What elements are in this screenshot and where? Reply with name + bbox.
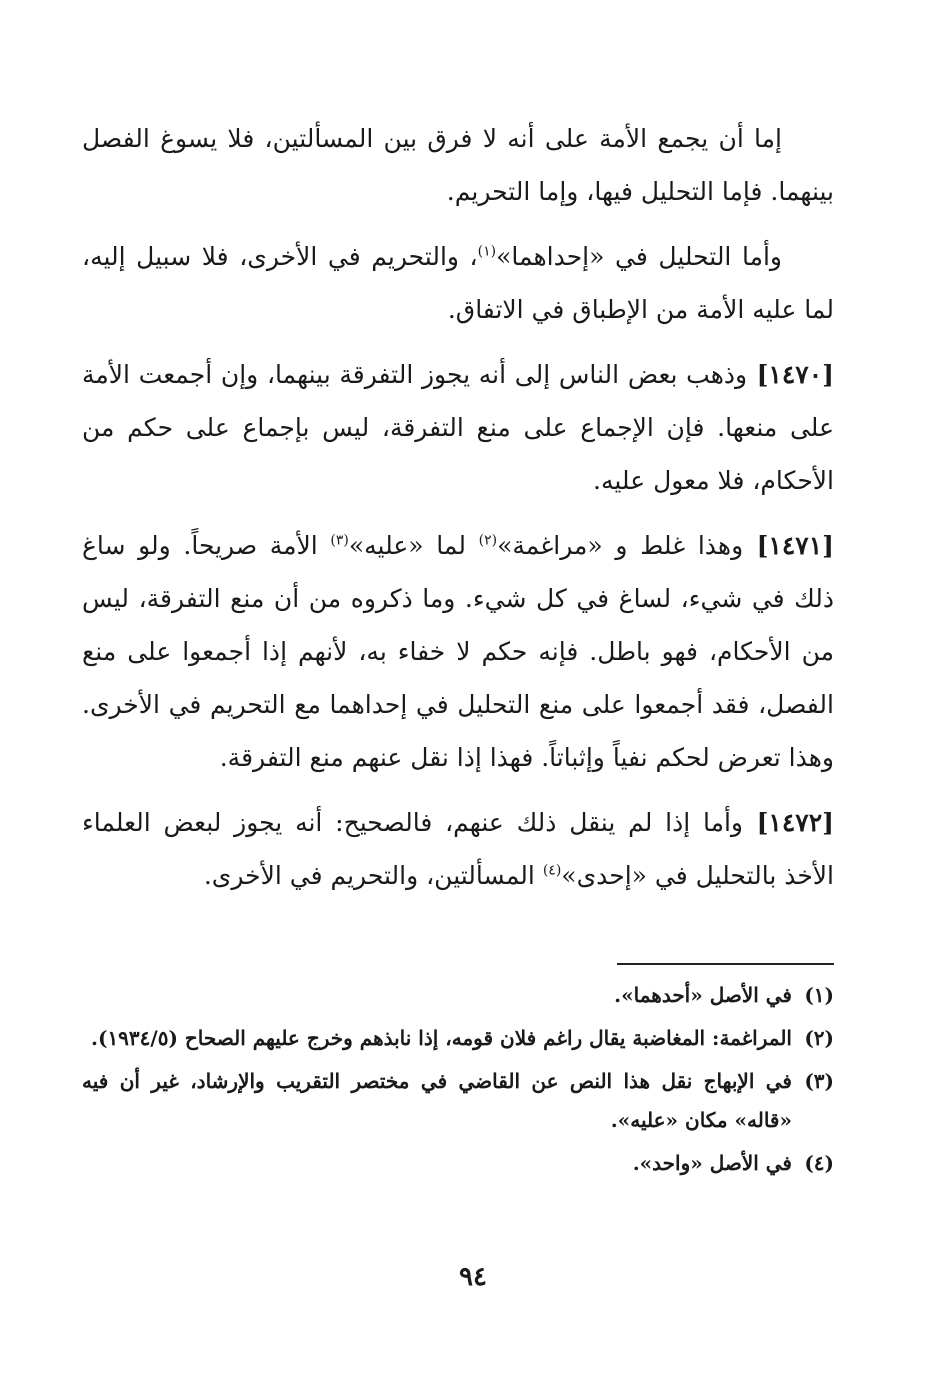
paragraph xyxy=(82,348,834,507)
footnote xyxy=(82,1062,834,1140)
footnote-text: المراغمة: المغاضبة يقال راغم فلان قومه، إذا نابذهم وخرج عليهم الصحاح (١٩٣٤/٥). xyxy=(91,1026,792,1050)
paragraph-text: وأما التحليل في «إحداهما» xyxy=(496,242,782,271)
paragraph-text: وذهب بعض الناس إلى أنه يجوز التفرقة بينهما، وإن أجمعت الأمة على منعها. فإن الإجماع على منع التفرقة، ليس بإجماع على حكم من الأحكام، فلا معول عليه. xyxy=(82,360,834,495)
footnote xyxy=(82,1019,834,1058)
footnote-marker: (١) xyxy=(804,983,834,1007)
footnote-text: في الإبهاج نقل هذا النص عن القاضي في مختصر التقريب والإرشاد، غير أن فيه «قاله» مكان «عليه». xyxy=(82,1069,792,1132)
footnote-reference[interactable]: (٤) xyxy=(542,862,562,879)
paragraph-text: إما أن يجمع الأمة على أنه لا فرق بين المسألتين، فلا يسوغ الفصل بينهما. فإما التحليل فيها، وإما التحريم. xyxy=(82,124,834,206)
paragraph-text: المسألتين، والتحريم في الأخرى. xyxy=(203,861,543,890)
paragraph-number: [١٤٧٠] xyxy=(756,360,834,389)
paragraph-text: وأما إذا لم ينقل ذلك عنهم، فالصحيح: أنه يجوز لبعض العلماء الأخذ بالتحليل في «إحدى» xyxy=(82,808,834,890)
footnote-reference[interactable]: (١) xyxy=(477,243,497,260)
paragraph-number: [١٤٧١] xyxy=(756,531,834,560)
footnote-divider xyxy=(617,963,834,965)
footnote-text: في الأصل «أحدهما». xyxy=(614,983,792,1007)
page-number: ٩٤ xyxy=(459,1262,487,1292)
footnote xyxy=(82,1144,834,1183)
footnote-marker: (٤) xyxy=(804,1151,834,1175)
main-text xyxy=(82,112,834,914)
paragraph xyxy=(82,519,834,784)
paragraph-text: وهذا غلط و «مراغمة» xyxy=(497,531,744,560)
paragraph xyxy=(82,796,834,902)
paragraph xyxy=(82,112,834,218)
footnote xyxy=(82,976,834,1015)
footnote-marker: (٢) xyxy=(804,1026,834,1050)
footnote-marker: (٣) xyxy=(804,1069,834,1093)
paragraph xyxy=(82,230,834,336)
paragraph-text: ، والتحريم في الأخرى، فلا سبيل إليه، لما عليه الأمة من الإطباق في الاتفاق. xyxy=(82,242,834,324)
footnotes xyxy=(82,976,834,1187)
paragraph-text: الأمة صريحاً. ولو ساغ ذلك في شيء، لساغ في كل شيء. وما ذكروه من أن منع التفرقة، ليس من الأحكام، فهو باطل. فإنه حكم لا خفاء به، لأنهم إذا أجمعوا على منع الفصل، فقد أجمعوا على منع التحليل في إحداهما مع التحريم في الأخرى. وهذا تعرض لحكم نفياً وإثباتاً. فهذا إذا نقل عنهم منع التفرقة. xyxy=(82,531,834,772)
footnote-text: في الأصل «واحد». xyxy=(632,1151,792,1175)
paragraph-number: [١٤٧٢] xyxy=(756,808,834,837)
footnote-reference[interactable]: (٢) xyxy=(478,532,498,549)
footnote-reference[interactable]: (٣) xyxy=(330,532,349,549)
paragraph-text: لما «عليه» xyxy=(348,531,479,560)
